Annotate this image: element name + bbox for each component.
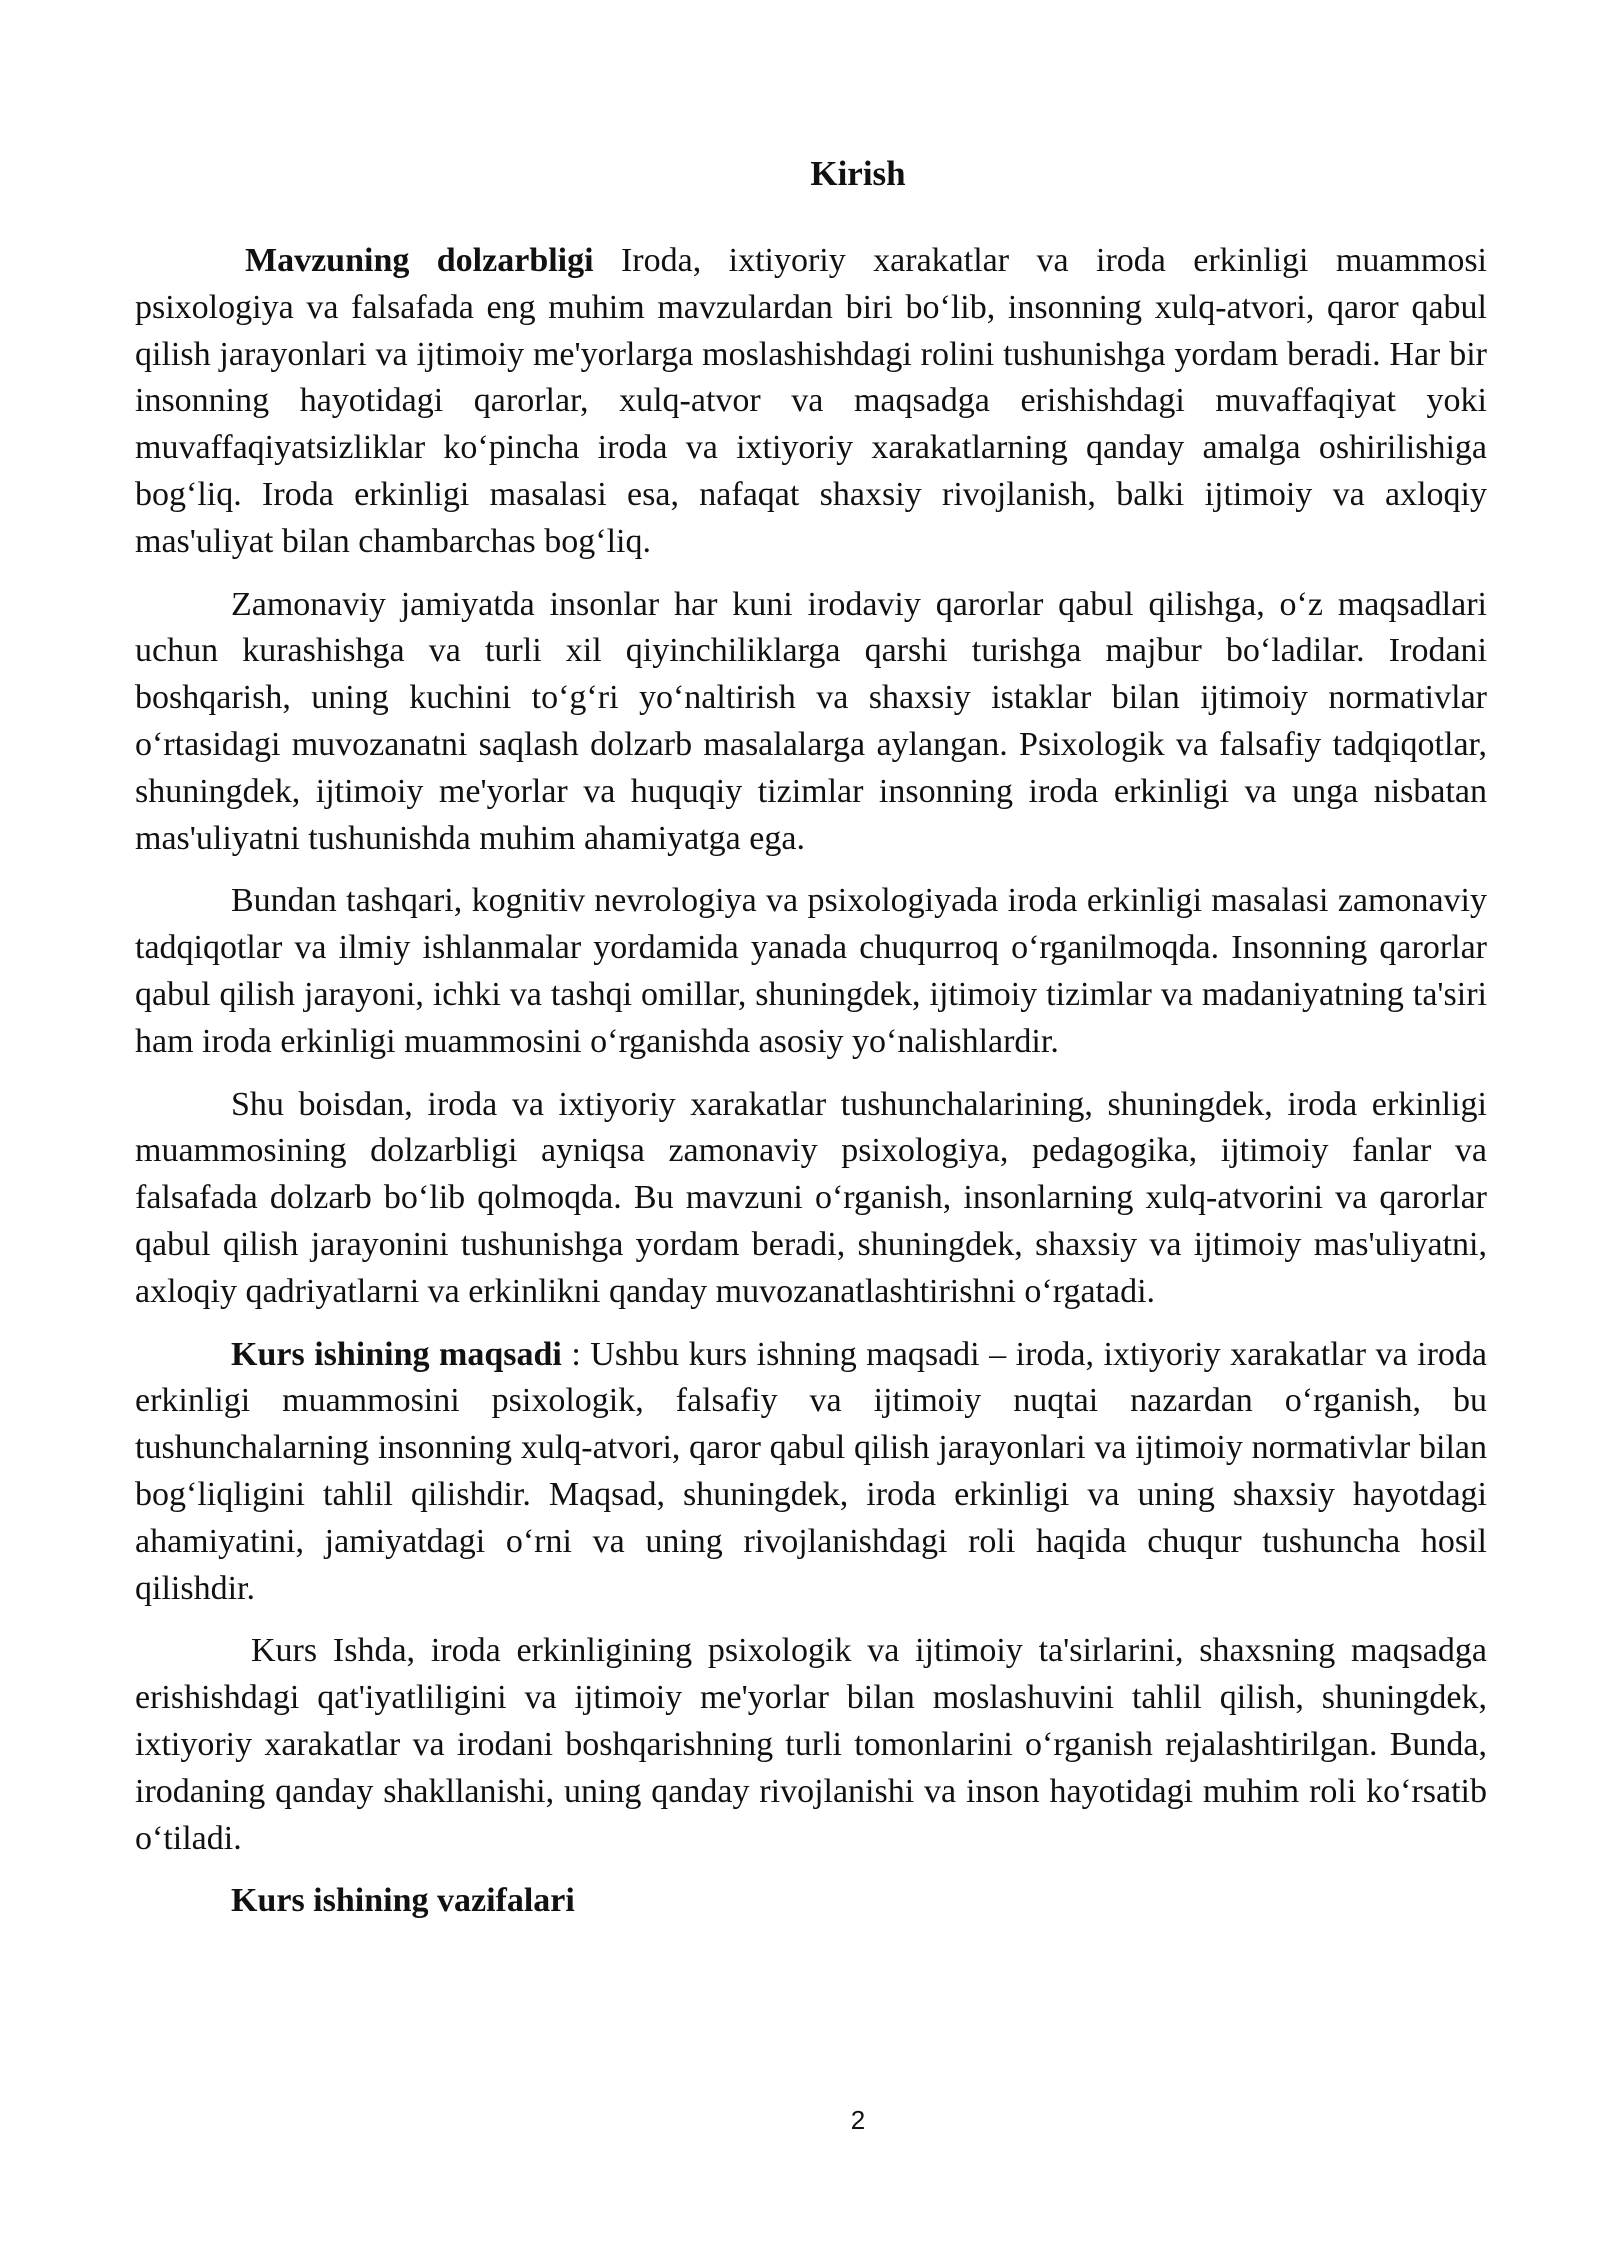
paragraph-lead: Kurs ishining maqsadi: [231, 1335, 562, 1373]
paragraph-relevance: [135, 238, 1487, 566]
page-title: Kirish: [810, 154, 906, 193]
paragraph-text: Iroda, ixtiyoriy xarakatlar va iroda erkinligi muammosi psixologiya va falsafada eng muhim mavzulardan biri bo‘lib, insonning xulq-atvori, qaror qabul qilish jarayonlari va ijtimoiy me'yorlarga moslashishdagi rolini tushunishga yordam beradi. Har bir insonning hayotidagi qarorlar, xulq-atvor va maqsadga erishishdagi muvaffaqiyat yoki muvaffaqiyatsizliklar ko‘pincha iroda va ixtiyoriy xarakatlarning qanday amalga oshirilishiga bog‘liq. Iroda erkinligi masalasi esa, nafaqat shaxsiy rivojlanish, balki ijtimoiy va axloqiy mas'uliyat bilan chambarchas bog‘liq.: [135, 242, 1488, 560]
page-number: 2: [850, 2105, 866, 2135]
paragraph-goal: [135, 1332, 1487, 1613]
paragraph-text: Bundan tashqari, kognitiv nevrologiya va psixologiyada iroda erkinligi masalasi zamonaviy tadqiqotlar va ilmiy ishlanmalar yordamida yanada chuqurroq o‘rganilmoqda. Insonning qarorlar qabul qilish jarayoni, ichki va tashqi omillar, shuningdek, ijtimoiy tizimlar va madaniyatning ta'siri ham iroda erkinligi muammosini o‘rganishda asosiy yo‘nalishlardir.: [135, 882, 1487, 1060]
section-heading-tasks: Kurs ishining vazifalari: [231, 1882, 575, 1920]
paragraph-plan: [135, 1628, 1487, 1862]
paragraph-text: Kurs Ishda, iroda erkinligining psixologik va ijtimoiy ta'sirlarini, shaxsning maqsadga erishishdagi qat'iyatliligini va ijtimoiy me'yorlar bilan moslashuvini tahlil qilish, shuningdek, ixtiyoriy xarakatlar va irodani boshqarishning turli tomonlarini o‘rganish rejalashtirilgan. Bunda, irodaning qanday shakllanishi, uning qanday rivojlanishi va inson hayotidagi muhim roli ko‘rsatib o‘tiladi.: [135, 1632, 1487, 1857]
document-body: [135, 238, 1487, 1941]
paragraph-text: Zamonaviy jamiyatda insonlar har kuni irodaviy qarorlar qabul qilishga, o‘z maqsadlari uchun kurashishga va turli xil qiyinchiliklarga qarshi turishga majbur bo‘ladilar. Irodani boshqarish, uning kuchini to‘g‘ri yo‘naltirish va shaxsiy istaklar bilan ijtimoiy normativlar o‘rtasidagi muvozanatni saqlash dolzarb masalalarga aylangan. Psixologik va falsafiy tadqiqotlar, shuningdek, ijtimoiy me'yorlar va huquqiy tizimlar insonning iroda erkinligi va unga nisbatan mas'uliyatni tushunishda muhim ahamiyatga ega.: [135, 585, 1487, 857]
paragraph-conclusion: [135, 1082, 1487, 1316]
paragraph-text: : Ushbu kurs ishning maqsadi – iroda, ixtiyoriy xarakatlar va iroda erkinligi muammosini psixologik, falsafiy va ijtimoiy nuqtai nazardan o‘rganish, bu tushunchalarning insonning xulq-atvori, qaror qabul qilish jarayonlari va ijtimoiy normativlar bilan bog‘liqligini tahlil qilishdir. Maqsad, shuningdek, iroda erkinligi va uning shaxsiy hayotdagi ahamiyatini, jamiyatdagi o‘rni va uning rivojlanishdagi roli haqida chuqur tushuncha hosil qilishdir.: [135, 1335, 1487, 1607]
paragraph-text: Shu boisdan, iroda va ixtiyoriy xarakatlar tushunchalarining, shuningdek, iroda erkinligi muammosining dolzarbligi ayniqsa zamonaviy psixologiya, pedagogika, ijtimoiy fanlar va falsafada dolzarb bo‘lib qolmoqda. Bu mavzuni o‘rganish, insonlarning xulq-atvorini va qarorlar qabul qilish jarayonini tushunishga yordam beradi, shuningdek, shaxsiy va ijtimoiy mas'uliyatni, axloqiy qadriyatlarni va erkinlikni qanday muvozanatlashtirishni o‘rgatadi.: [135, 1085, 1487, 1310]
paragraph-lead: Mavzuning dolzarbligi: [245, 242, 594, 279]
paragraph-modern-society: [135, 582, 1487, 863]
paragraph-neurology: [135, 878, 1487, 1065]
